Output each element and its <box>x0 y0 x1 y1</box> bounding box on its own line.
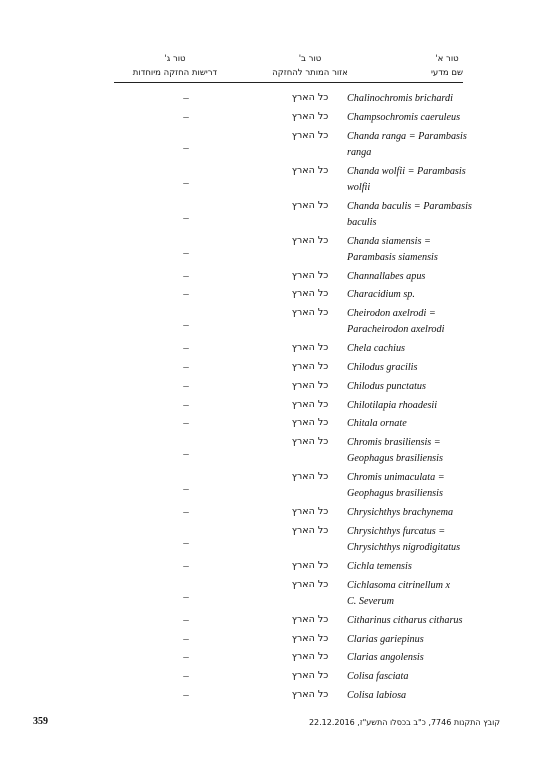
species-name-line: Colisa labiosa <box>347 690 407 701</box>
species-name-line: Geophagus brasiliensis <box>347 488 443 500</box>
species-name <box>347 110 487 126</box>
special-requirements: – <box>183 670 189 683</box>
species-name <box>347 341 487 357</box>
species-name-line: Parambasis siamensis <box>347 251 438 263</box>
species-name-line: Clarias gariepinus <box>347 633 424 645</box>
special-requirements: – <box>183 379 189 392</box>
special-requirements: – <box>183 448 189 461</box>
permitted-region: כל הארץ <box>291 342 329 354</box>
species-name <box>347 559 487 575</box>
table-row <box>0 360 544 376</box>
permitted-region: כל הארץ <box>291 471 329 483</box>
species-name-line: Clarias angolensis <box>347 652 424 664</box>
table-row <box>0 669 544 685</box>
special-requirements: – <box>183 506 189 519</box>
species-name-line: Cheirodon axelrodi = <box>347 308 436 320</box>
species-name-line: Channallabes apus <box>347 270 426 282</box>
col-c-subtitle: דרישות החזקה מיוחדות <box>132 68 218 78</box>
special-requirements: – <box>183 651 189 664</box>
special-requirements: – <box>183 92 189 104</box>
special-requirements: – <box>183 417 189 430</box>
table-row <box>0 578 544 610</box>
table-row <box>0 164 544 196</box>
table-row <box>0 287 544 303</box>
table-row <box>0 524 544 556</box>
special-requirements: – <box>183 269 189 282</box>
table-row <box>0 91 544 107</box>
table-row <box>0 306 544 338</box>
species-name <box>347 505 487 521</box>
table-row <box>0 110 544 126</box>
table-row <box>0 234 544 266</box>
species-name-line: Paracheirodon axelrodi <box>347 324 445 336</box>
species-name-line: Chitala ornate <box>347 418 407 430</box>
permitted-region: כל הארץ <box>291 110 329 122</box>
species-name <box>347 269 487 285</box>
species-name <box>347 129 487 161</box>
species-name <box>347 650 487 666</box>
permitted-region: כל הארץ <box>291 578 329 590</box>
species-name-line: Chilodus punctatus <box>347 380 426 392</box>
species-name <box>347 91 487 107</box>
species-name-line: Champsochromis caeruleus <box>347 111 461 123</box>
species-name-line: Chromis brasiliensis = <box>347 437 441 449</box>
species-name <box>347 234 487 266</box>
table-row <box>0 199 544 231</box>
special-requirements: – <box>183 560 189 572</box>
table-row <box>0 470 544 502</box>
species-name-line: Citharinus citharus citharus <box>347 614 463 626</box>
permitted-region: כל הארץ <box>291 288 329 300</box>
species-name <box>347 435 487 467</box>
col-c-title: טור ג' <box>164 54 186 64</box>
species-name <box>347 578 487 610</box>
permitted-region: כל הארץ <box>291 613 329 625</box>
table-row <box>0 341 544 357</box>
species-name-line: Chilodus gracilis <box>347 362 418 373</box>
species-name-line: Colisa fasciata <box>347 671 409 683</box>
page-number: 359 <box>33 716 48 727</box>
species-name <box>347 379 487 395</box>
table-row <box>0 688 544 704</box>
species-name-line: Cichla temensis <box>347 561 412 572</box>
permitted-region: כל הארץ <box>291 164 329 176</box>
permitted-region: כל הארץ <box>291 417 329 429</box>
permitted-region: כל הארץ <box>291 506 329 518</box>
col-a-subtitle: שם מדעי <box>431 68 463 78</box>
permitted-region: כל הארץ <box>291 92 329 103</box>
special-requirements: – <box>183 110 189 123</box>
species-name <box>347 306 487 338</box>
permitted-region: כל הארץ <box>291 269 329 281</box>
permitted-region: כל הארץ <box>291 234 329 246</box>
table-row <box>0 416 544 432</box>
species-name <box>347 199 487 231</box>
species-name-line: Characidium sp. <box>347 289 415 301</box>
table-row <box>0 398 544 414</box>
species-name <box>347 613 487 629</box>
table-row <box>0 129 544 161</box>
col-a-title: טור א' <box>435 54 459 64</box>
species-name-line: Chela cachius <box>347 343 406 355</box>
special-requirements: – <box>183 689 189 701</box>
species-name <box>347 416 487 432</box>
special-requirements: – <box>183 398 189 411</box>
species-name-line: Chanda wolfii = Parambasis <box>347 165 466 177</box>
permitted-region: כל הארץ <box>291 436 329 448</box>
species-name-line: wolfii <box>347 181 371 193</box>
permitted-region: כל הארץ <box>291 525 329 536</box>
species-name-line: Chilotilapia rhoadesii <box>347 399 438 411</box>
special-requirements: – <box>183 141 189 154</box>
table-row <box>0 613 544 629</box>
species-name <box>347 524 487 556</box>
permitted-region: כל הארץ <box>291 560 329 571</box>
special-requirements: – <box>183 211 189 224</box>
special-requirements: – <box>183 483 189 496</box>
permitted-region: כל הארץ <box>291 129 329 141</box>
permitted-region: כל הארץ <box>291 670 329 682</box>
permitted-region: כל הארץ <box>291 379 329 391</box>
permitted-region: כל הארץ <box>291 361 329 372</box>
species-name-line: Chromis unimaculata = <box>347 472 445 484</box>
species-name-line: Chrysichthys brachynema <box>347 507 454 519</box>
special-requirements: – <box>183 632 189 645</box>
species-name <box>347 669 487 685</box>
table-row <box>0 650 544 666</box>
special-requirements: – <box>183 288 189 301</box>
species-name-line: Geophagus brasiliensis <box>347 453 443 465</box>
col-b-title: טור ב' <box>298 54 322 64</box>
table-row <box>0 559 544 575</box>
special-requirements: – <box>183 246 189 259</box>
special-requirements: – <box>183 613 189 626</box>
species-name-line: C. Severum <box>347 595 394 607</box>
publication-footer: קובץ התקנות 7746, כ"ב בכסלו התשע"ז, 22.12.2016 <box>308 718 500 727</box>
species-name-line: Chanda siamensis = <box>347 235 431 247</box>
species-name <box>347 164 487 196</box>
species-name <box>347 632 487 648</box>
permitted-region: כל הארץ <box>291 651 329 663</box>
permitted-region: כל הארץ <box>291 199 329 211</box>
permitted-region: כל הארץ <box>291 632 329 644</box>
species-name <box>347 360 487 376</box>
permitted-region: כל הארץ <box>291 689 329 700</box>
col-b-subtitle: אזור המותר להחזקה <box>272 68 348 78</box>
permitted-region: כל הארץ <box>291 307 329 319</box>
special-requirements: – <box>183 590 189 603</box>
special-requirements: – <box>183 361 189 373</box>
species-name <box>347 688 487 704</box>
special-requirements: – <box>183 342 189 355</box>
species-name <box>347 287 487 303</box>
special-requirements: – <box>183 319 189 332</box>
species-name-line: baculis <box>347 216 377 228</box>
species-name-line: ranga <box>347 146 372 158</box>
species-name <box>347 398 487 414</box>
table-row <box>0 435 544 467</box>
table-row <box>0 379 544 395</box>
species-name <box>347 470 487 502</box>
special-requirements: – <box>183 537 189 550</box>
species-name-line: Chrysichthys nigrodigitatus <box>347 542 461 553</box>
species-name-line: Cichlasoma citrinellum x <box>347 579 450 591</box>
table-row <box>0 632 544 648</box>
special-requirements: – <box>183 176 189 189</box>
table-row <box>0 505 544 521</box>
species-name-line: Chanda ranga = Parambasis <box>347 130 467 142</box>
species-name-line: Chrysichthys furcatus = <box>347 526 446 537</box>
permitted-region: כל הארץ <box>291 398 329 410</box>
table-row <box>0 269 544 285</box>
species-name-line: Chanda baculis = Parambasis <box>347 200 472 212</box>
species-name-line: Chalinochromis brichardi <box>347 93 453 104</box>
